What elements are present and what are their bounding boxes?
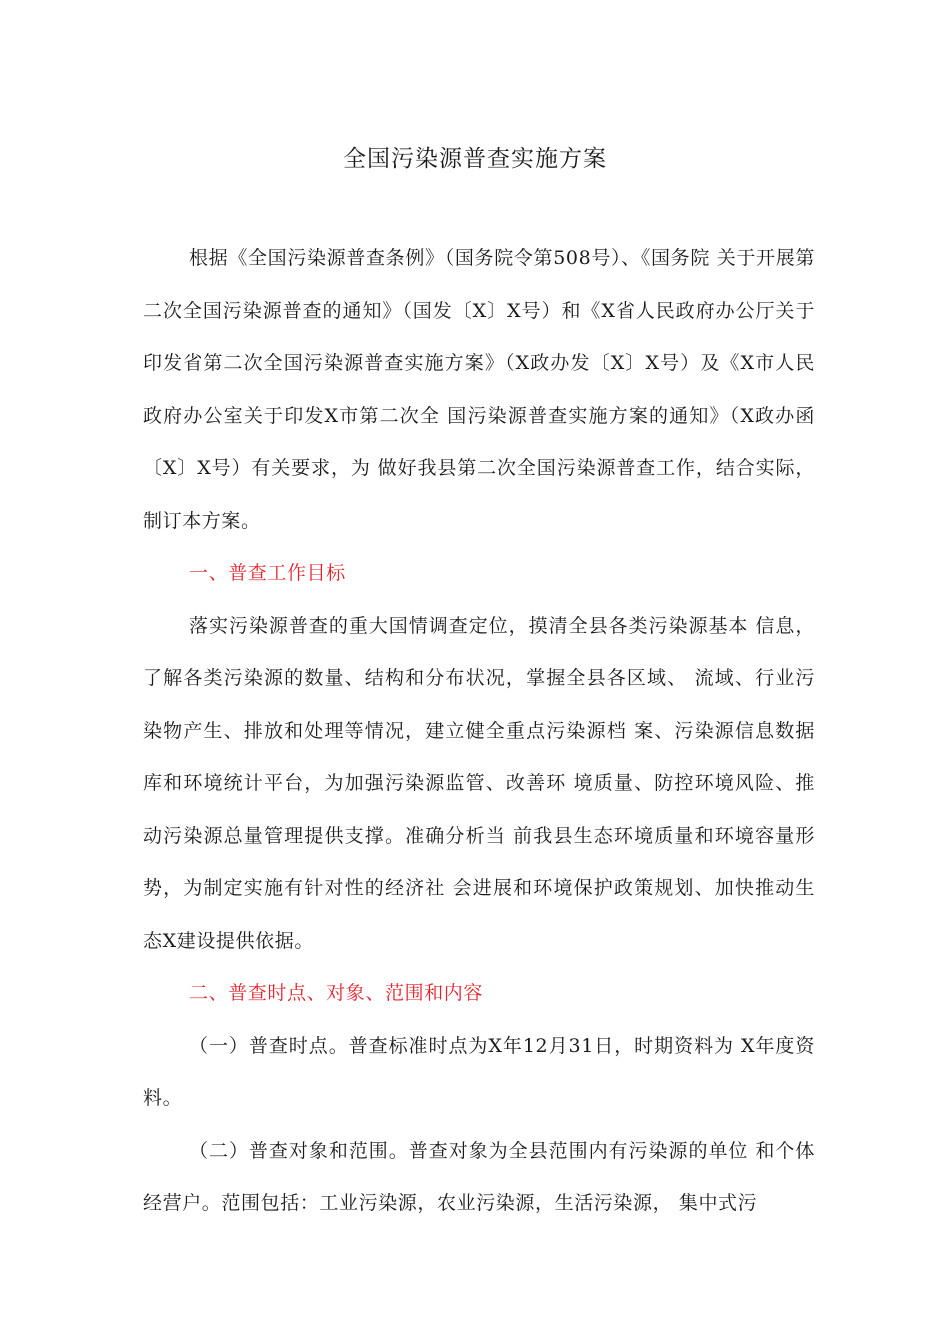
goals-paragraph: 落实污染源普查的重大国情调查定位，摸清全县各类污染源基本 信息，了解各类污染源的数量、结构和分布状况，掌握全县各区域、 流域、行业污染物产生、排放和处理等情况，建立健全重点污染源档 案、污染源信息数据库和环境统计平台，为加强污染源监管、改善环 境质量、防控环境风险、推动污染源总量管理提供支撑。准确分析当 前我县生态环境质量和环境容量形势，为制定实施有针对性的经济社 会进展和环境保护政策规划、加快推动生态X建设提供依据。 — [143, 614, 815, 952]
document-title: 全国污染源普查实施方案 — [343, 146, 607, 172]
section-heading-scope: 二、普查时点、对象、范围和内容 — [189, 982, 484, 1004]
document-body — [143, 232, 815, 1230]
survey-time-paragraph: （一）普查时点。普查标准时点为X年12月31日，时期资料为 X年度资料。 — [143, 1034, 815, 1109]
survey-scope-paragraph: （二）普查对象和范围。普查对象为全县范围内有污染源的单位 和个体经营户。范围包括：工业污染源，农业污染源，生活污染源， 集中式污 — [143, 1139, 815, 1214]
section-heading-goals: 一、普查工作目标 — [189, 562, 346, 584]
intro-paragraph: 根据《全国污染源普查条例》（国务院令第508号）、《国务院 关于开展第二次全国污染源普查的通知》（国发〔X〕X号）和《X省人民政府办公厅关于印发省第二次全国污染源普查实施方案》（X政办发〔X〕X号）及《X市人民政府办公室关于印发X市第二次全 国污染源普查实施方案的通知》（X政办函〔X〕X号）有关要求，为 做好我县第二次全国污染源普查工作，结合实际，制订本方案。 — [143, 247, 815, 532]
